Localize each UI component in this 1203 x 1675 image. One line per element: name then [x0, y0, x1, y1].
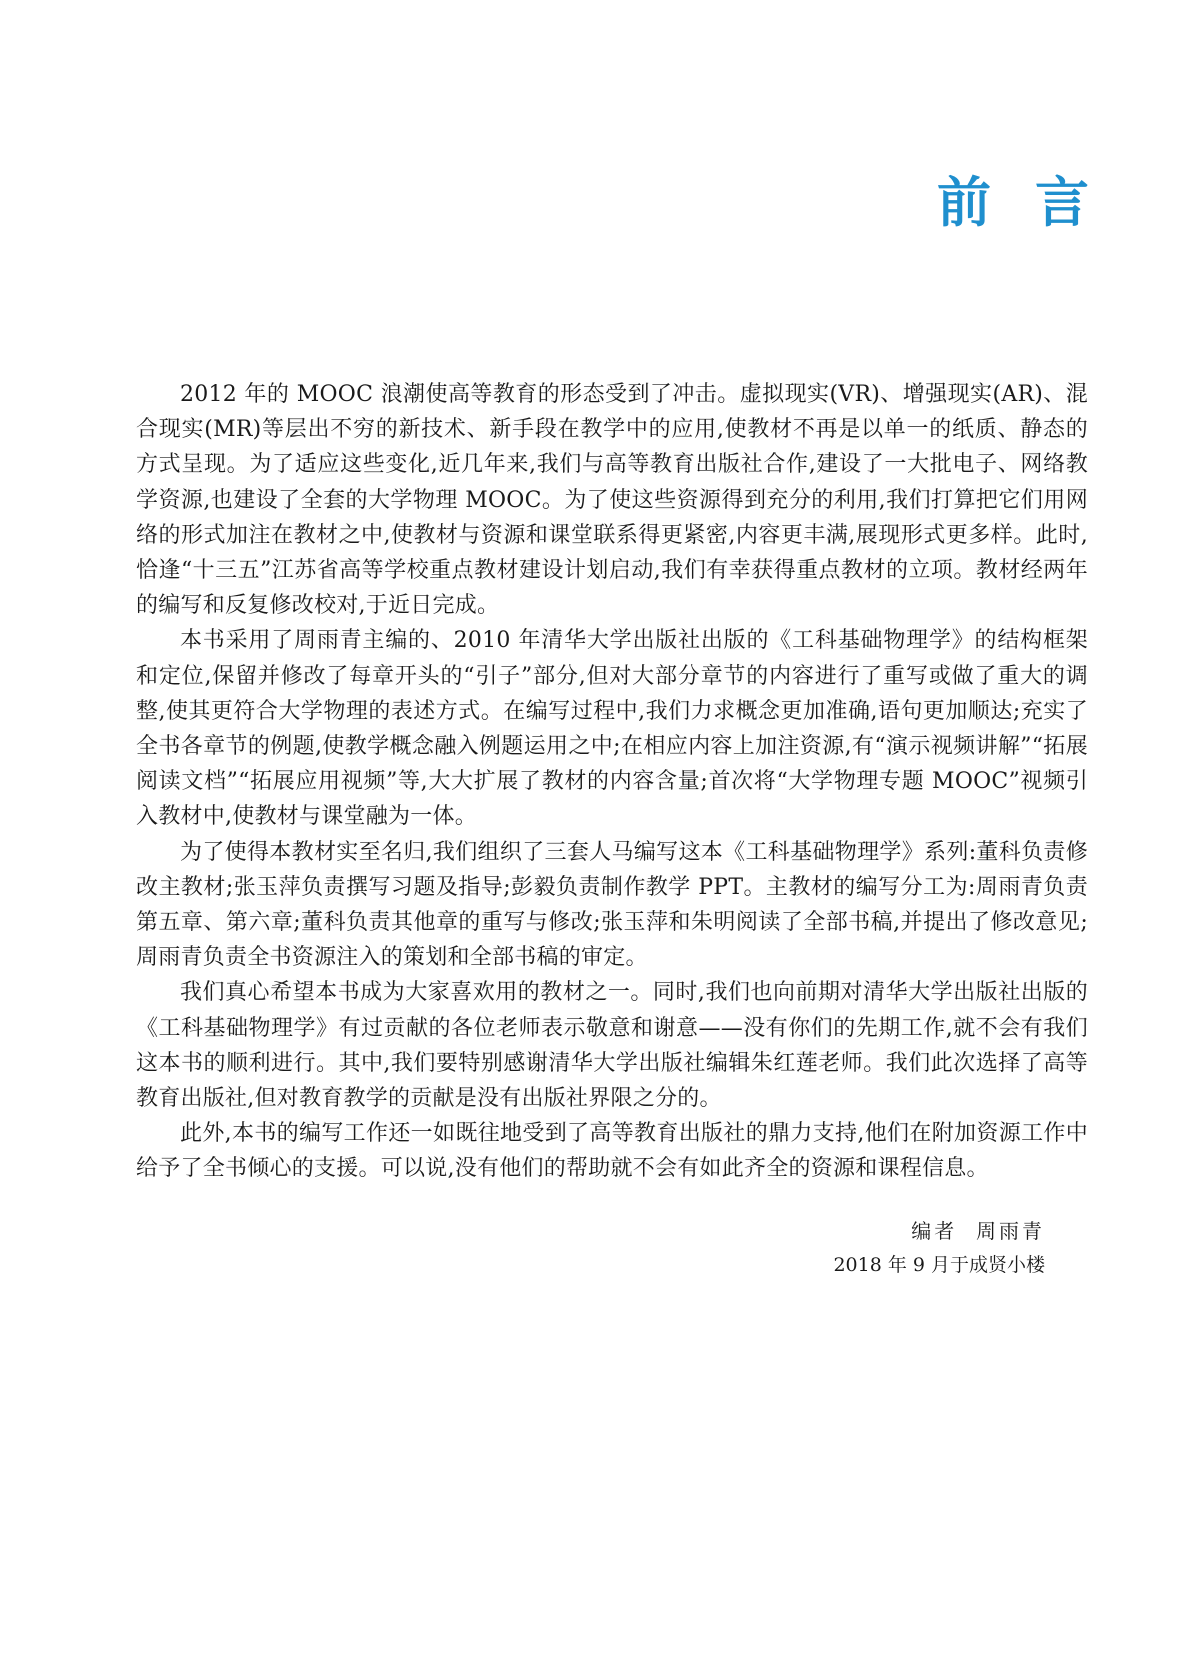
paragraph-2: 本书采用了周雨青主编的、2010 年清华大学出版社出版的《工科基础物理学》的结构框架和定位,保留并修改了每章开头的“引子”部分,但对大部分章节的内容进行了重写或做了重大的调整,使其更符合大学物理的表述方式。在编写过程中,我们力求概念更加准确,语句更加顺达;充实了全书各章节的例题,使教学概念融入例题运用之中;在相应内容上加注资源,有“演示视频讲解”“拓展阅读文档”“拓展应用视频”等,大大扩展了教材的内容含量;首次将“大学物理专题 MOOC”视频引入教材中,使教材与课堂融为一体。 — [136, 628, 1088, 830]
signature-author: 编者 周雨青 — [911, 1219, 1045, 1243]
paragraph-5: 此外,本书的编写工作还一如既往地受到了高等教育出版社的鼎力支持,他们在附加资源工作中给予了全书倾心的支援。可以说,没有他们的帮助就不会有如此齐全的资源和课程信息。 — [136, 1121, 1088, 1182]
page-title: 前言 — [937, 171, 1133, 234]
paragraph-4: 我们真心希望本书成为大家喜欢用的教材之一。同时,我们也向前期对清华大学出版社出版的《工科基础物理学》有过贡献的各位老师表示敬意和谢意——没有你们的先期工作,就不会有我们这本书的顺利进行。其中,我们要特别感谢清华大学出版社编辑朱红莲老师。我们此次选择了高等教育出版社,但对教育教学的贡献是没有出版社界限之分的。 — [136, 980, 1088, 1112]
signature-block — [833, 1214, 1045, 1282]
preface-body — [136, 377, 1088, 1187]
signature-date: 2018 年 9 月于成贤小楼 — [833, 1254, 1045, 1276]
paragraph-1: 2012 年的 MOOC 浪潮使高等教育的形态受到了冲击。虚拟现实(VR)、增强现实(AR)、混合现实(MR)等层出不穷的新技术、新手段在教学中的应用,使教材不再是以单一的纸质、静态的方式呈现。为了适应这些变化,近几年来,我们与高等教育出版社合作,建设了一大批电子、网络教学资源,也建设了全套的大学物理 MOOC。为了使这些资源得到充分的利用,我们打算把它们用网络的形式加注在教材之中,使教材与资源和课堂联系得更紧密,内容更丰满,展现形式更多样。此时,恰逢“十三五”江苏省高等学校重点教材建设计划启动,我们有幸获得重点教材的立项。教材经两年的编写和反复修改校对,于近日完成。 — [136, 382, 1088, 619]
paragraph-3: 为了使得本教材实至名归,我们组织了三套人马编写这本《工科基础物理学》系列:董科负责修改主教材;张玉萍负责撰写习题及指导;彭毅负责制作教学 PPT。主教材的编写分工为:周雨青负责第五章、第六章;董科负责其他章的重写与修改;张玉萍和朱明阅读了全部书稿,并提出了修改意见;周雨青负责全书资源注入的策划和全部书稿的审定。 — [136, 839, 1088, 971]
